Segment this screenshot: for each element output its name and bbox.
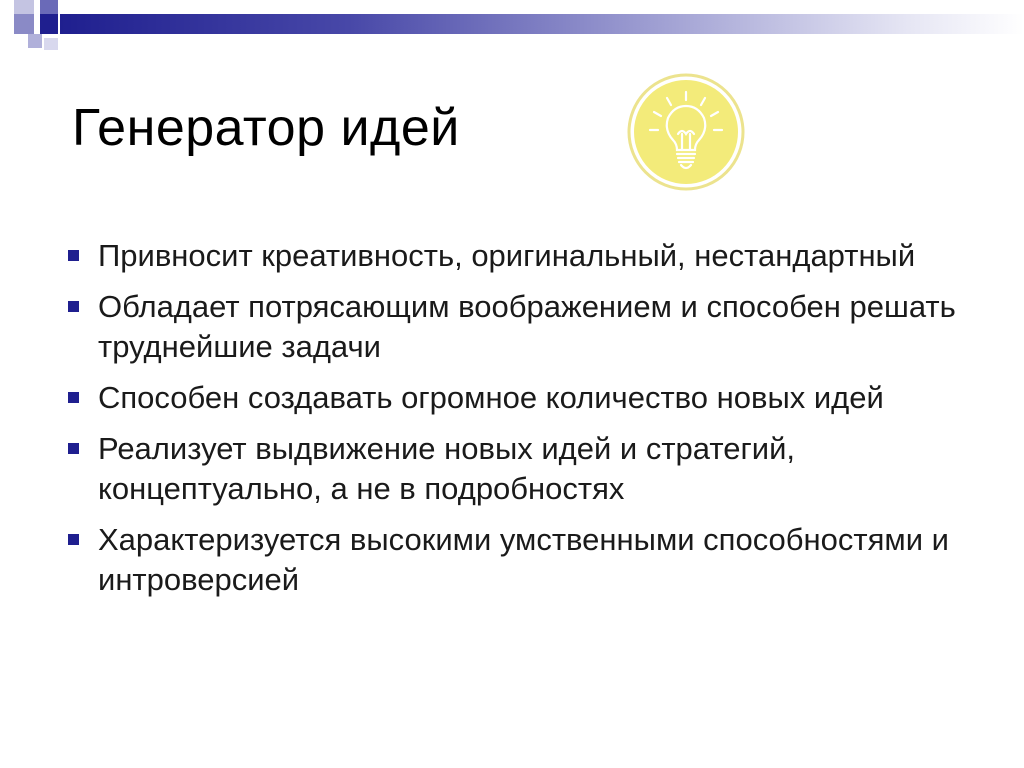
list-item	[64, 378, 994, 418]
square-bullet-icon	[68, 250, 79, 261]
list-item-text: Способен создавать огромное количество новых идей	[98, 380, 884, 415]
list-item	[64, 236, 994, 276]
header-gradient-bar	[60, 14, 1024, 34]
decor-square	[14, 0, 34, 14]
lightbulb-icon	[626, 72, 746, 192]
decor-square	[28, 34, 42, 48]
square-bullet-icon	[68, 534, 79, 545]
list-item-text: Обладает потрясающим воображением и способен решать труднейшие задачи	[98, 289, 956, 364]
decor-square	[44, 38, 58, 50]
decor-square	[14, 14, 34, 34]
decor-square	[40, 14, 58, 34]
list-item-text: Привносит креативность, оригинальный, нестандартный	[98, 238, 916, 273]
list-item-text: Реализует выдвижение новых идей и стратегий, концептуально, а не в подробностях	[98, 431, 796, 506]
slide-title: Генератор идей	[72, 99, 460, 157]
list-item-text: Характеризуется высокими умственными способностями и интроверсией	[98, 522, 949, 597]
square-bullet-icon	[68, 443, 79, 454]
list-item	[64, 287, 994, 367]
square-bullet-icon	[68, 301, 79, 312]
square-bullet-icon	[68, 392, 79, 403]
decor-square	[40, 0, 58, 14]
list-item	[64, 520, 994, 600]
list-item	[64, 429, 994, 509]
bullet-list	[64, 236, 994, 611]
